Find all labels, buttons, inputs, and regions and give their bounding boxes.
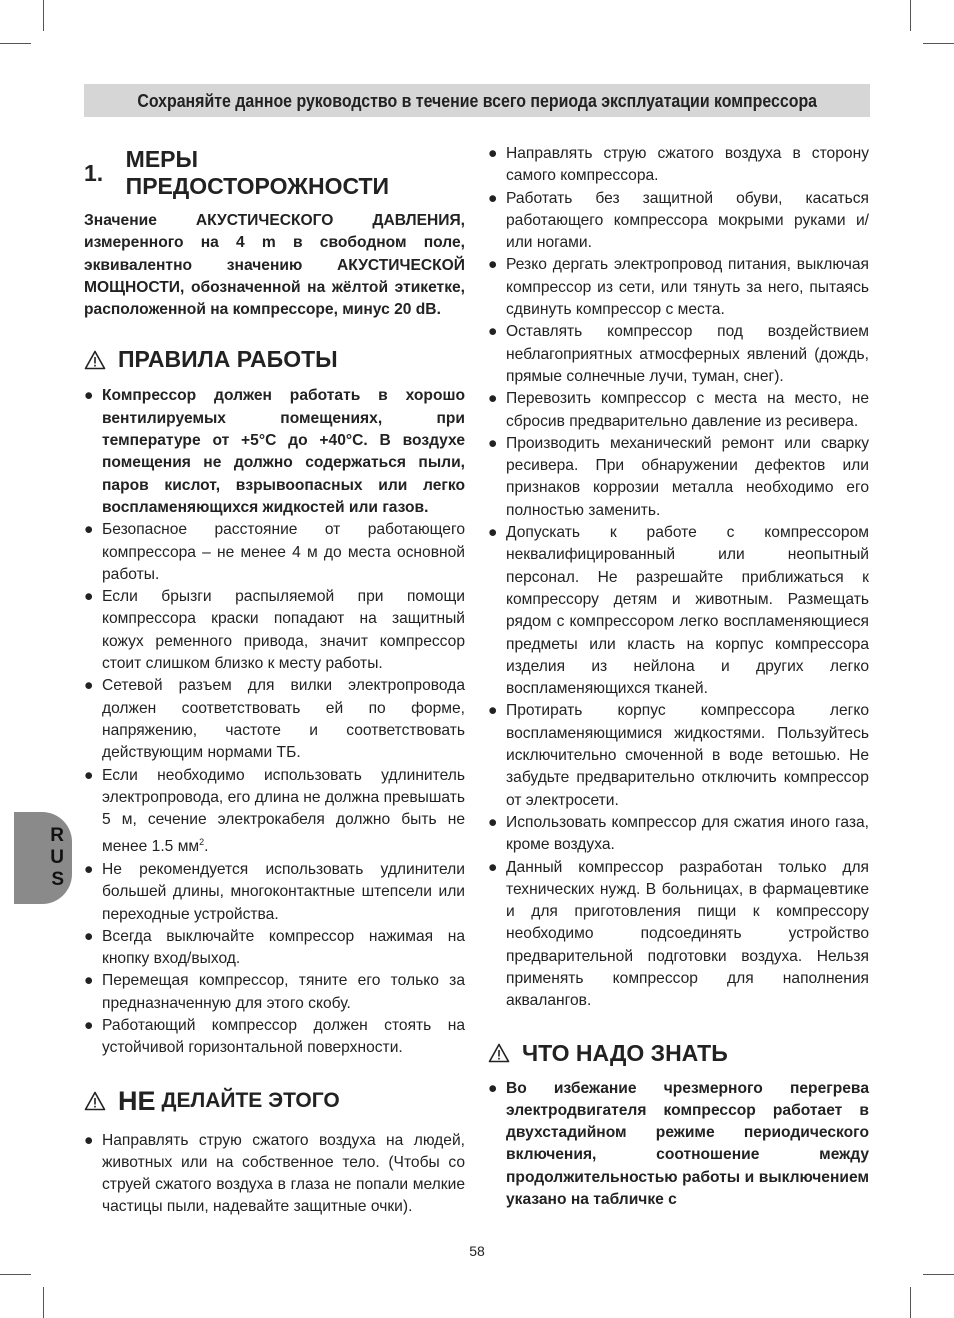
bullet: ● [488, 390, 498, 408]
crop-mark [923, 43, 954, 44]
page-number: 58 [469, 1243, 485, 1259]
list-item-text: Сетевой разъем для вилки электропровода должен соответствовать ей по форме, напряжению, частоте и соответствовать действующим нормами ТБ. [102, 677, 465, 762]
warning-icon [84, 350, 106, 370]
list-item [84, 859, 465, 926]
list-item [84, 675, 465, 764]
dont-list-left [84, 1130, 465, 1219]
language-tab [14, 812, 72, 904]
list-item-end: . [204, 838, 209, 856]
bullet: ● [84, 860, 94, 878]
crop-mark [910, 1287, 911, 1318]
crop-mark [910, 0, 911, 31]
crop-mark [923, 1274, 954, 1275]
section-title-big: НЕ [118, 1085, 156, 1116]
list-item [488, 388, 869, 433]
bullet: ● [488, 256, 498, 274]
list-item-text: Производить механический ремонт или сварку ресивера. При обнаружении дефектов или признаков коррозии металла необходимо его полностью заменить. [506, 434, 869, 519]
know-list [488, 1078, 869, 1212]
bullet: ● [84, 1131, 94, 1149]
dont-list-right [488, 143, 869, 1013]
list-item-text: Если необходимо использовать удлинитель электропровода, его длина не должна превышать 5 м, сечение электрокабеля должно быть не менее 1.5 мм [102, 766, 465, 856]
warning-icon [488, 1043, 510, 1063]
tab-letter: S [51, 869, 64, 890]
list-item-text: Протирать корпус компрессора легко воспламеняющимися жидкостями. Пользуйтесь исключительно смоченной в воде ветошью. Не забудьте предварительно отключить компрессор от электросети. [506, 702, 869, 809]
list-item-text: Компрессор должен работать в хорошо вентилируемых помещениях, при температуре от +5°С до +40°С. В воздухе помещения не должно содержаться пыли, паров кислот, взрывоопасных или легко воспламеняющихся жидкостей или газов. [102, 387, 465, 516]
list-item-text: Всегда выключайте компрессор нажимая на кнопку вход/выход. [102, 927, 465, 968]
crop-mark [43, 1287, 44, 1318]
bullet: ● [488, 145, 498, 162]
list-item [84, 385, 465, 519]
list-item-text: Если брызги распыляемой при помощи компрессора краски попадают на защитный кожух ременного привода, значит компрессор стоит слишком близко к месту работы. [102, 588, 465, 673]
header-banner [84, 84, 870, 117]
list-item-text: Допускать к работе с компрессором неквалифицированный или неопытный персонал. Не разрешайте приближаться к компрессору детям и животным. Размещать рядом с компрессором легко воспламеняющиеся предметы или класть на корпус компрессора изделия из нейлона и других легко воспламеняющихся тканей. [506, 524, 869, 698]
bullet: ● [488, 189, 498, 207]
list-item [84, 586, 465, 675]
list-item [488, 522, 869, 700]
list-item [488, 700, 869, 811]
list-item [84, 765, 465, 859]
list-item-text: Данный компрессор разработан только для технических нужд. В больницах, в фармацевтике и для приготовления пищи к компрессору необходимо подсоединять устройство предварительной подготовки воздуха. Нельзя применять компрессор для наполнения аквалангов. [506, 858, 869, 1010]
crop-mark [0, 1274, 31, 1275]
list-item-text: Безопасное расстояние от работающего компрессора – не менее 4 м до места основной работы. [102, 521, 465, 583]
list-item [488, 321, 869, 388]
list-item [84, 1015, 465, 1060]
bullet: ● [84, 1016, 94, 1034]
bullet: ● [488, 434, 498, 452]
list-item [488, 188, 869, 255]
section-heading-rules [84, 346, 465, 373]
list-item-text: Оставлять компрессор под воздействием неблагоприятных атмосферных явлений (дождь, прямые солнечные лучи, туман, снег). [506, 323, 869, 385]
list-item [488, 812, 869, 857]
list-item-text: Во избежание чрезмерного перегрева электродвигателя компрессор работает в двухстадийном режиме периодического включения, соотношение между продолжительностью работы и выключением указано на табличке с [506, 1079, 869, 1209]
list-item [84, 926, 465, 971]
list-item [84, 519, 465, 586]
section-title: ЧТО НАДО ЗНАТЬ [522, 1039, 728, 1066]
bullet: ● [488, 524, 498, 542]
bullet: ● [488, 323, 498, 341]
bullet: ● [84, 588, 94, 606]
section-number: 1. [84, 159, 104, 186]
section-heading-dont [84, 1086, 465, 1117]
bullet: ● [488, 858, 498, 876]
bullet: ● [84, 927, 94, 945]
list-item [488, 433, 869, 522]
list-item-text: Использовать компрессор для сжатия иного газа, кроме воздуха. [506, 813, 869, 854]
section-title: ДЕЛАЙТЕ ЭТОГО [161, 1089, 340, 1113]
section-heading-know [488, 1040, 869, 1067]
bullet: ● [488, 702, 498, 720]
list-item-text: Работающий компрессор должен стоять на устойчивой горизонтальной поверхности. [102, 1016, 465, 1057]
list-item [488, 1078, 869, 1212]
bullet: ● [84, 521, 94, 539]
list-item [488, 143, 869, 188]
bullet: ● [84, 677, 94, 695]
rules-list [84, 385, 465, 1059]
crop-mark [43, 0, 44, 31]
bullet: ● [84, 766, 94, 784]
superscript: 2 [199, 837, 205, 848]
tab-letter: R [50, 825, 64, 846]
list-item-text: Резко дергать электропровод питания, выключая компрессор из сети, или тянуть за него, пытаясь сдвинуть компрессор с места. [506, 256, 869, 319]
acoustic-paragraph: Значение АКУСТИЧЕСКОГО ДАВЛЕНИЯ, измеренного на 4 m в свободном поле, эквивалентно значению АКУСТИЧЕСКОЙ МОЩНОСТИ, обозначенной на жёлтой этикетке, расположенной на компрессоре, минус 20 dB. [84, 212, 465, 319]
list-item [488, 857, 869, 1013]
crop-mark [0, 43, 31, 44]
section-title: МЕРЫ ПРЕДОСТОРОЖНОСТИ [125, 146, 390, 199]
tab-letter: U [50, 847, 64, 868]
section-title: ПРАВИЛА РАБОТЫ [118, 346, 338, 373]
bullet: ● [84, 387, 94, 405]
list-item-text: Направлять струю сжатого воздуха на людей, животных или на собственное тело. (Чтобы со струей сжатого воздуха в глаза не попали мелкие частицы пыли, надевайте защитные очки). [102, 1131, 465, 1216]
warning-icon [84, 1091, 106, 1111]
left-column [84, 143, 465, 1219]
list-item-text: Перевозить компрессор с места на место, не сбросив предварительно давление из ресивера. [506, 390, 869, 430]
list-item-text: Направлять струю сжатого воздуха в сторону самого компрессора. [506, 145, 869, 185]
bullet: ● [84, 972, 94, 990]
list-item [488, 254, 869, 321]
list-item-text: Перемещая компрессор, тяните его только за предназначенную для этого скобу. [102, 972, 465, 1012]
bullet: ● [488, 813, 498, 831]
right-column [488, 143, 869, 1211]
list-item-text: Работать без защитной обуви, касаться работающего компрессора мокрыми руками и/или ногами. [506, 189, 869, 252]
section-heading-precautions [84, 146, 465, 200]
list-item [84, 1130, 465, 1219]
list-item-text: Не рекомендуется использовать удлинители большей длины, многоконтактные штепсели или переходные устройства. [102, 860, 465, 923]
list-item [84, 970, 465, 1015]
bullet: ● [488, 1079, 498, 1097]
banner-text: Сохраняйте данное руководство в течение всего периода эксплуатации компрессора [137, 89, 817, 111]
